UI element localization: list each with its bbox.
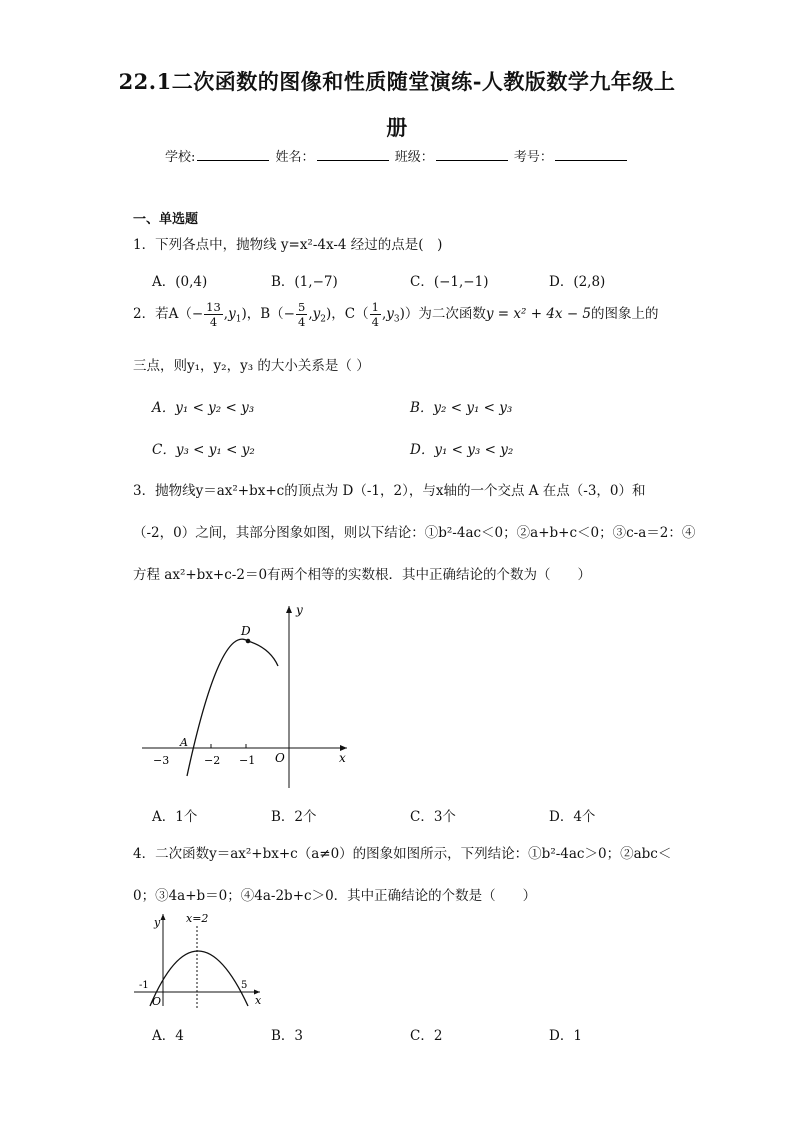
class-blank[interactable]: [436, 148, 508, 161]
fraction-c-num: 1: [371, 300, 379, 314]
q3-option-d[interactable]: D．4个: [549, 809, 596, 825]
q3-label-a: A: [180, 736, 188, 749]
title-line-2: 册: [386, 115, 408, 140]
q4-graph: [130, 908, 270, 1010]
q4-option-b[interactable]: B．3: [271, 1028, 304, 1044]
question-2-line-2: 三点，则y₁，y₂，y₃ 的大小关系是（ ）: [133, 358, 370, 374]
info-line: [165, 146, 629, 165]
q2-prefix: 2．若A（: [133, 306, 192, 322]
q3-label-d: D: [241, 624, 251, 638]
q2-suffix: ）为二次函数: [404, 306, 486, 322]
q1-option-a[interactable]: A．(0,4): [152, 274, 208, 290]
q3-label-x: x: [339, 751, 346, 765]
q2-option-d[interactable]: D．y₁ < y₃ < y₂: [410, 442, 514, 458]
q4-label-5: 5: [241, 980, 248, 991]
fraction-b-den: 4: [297, 315, 306, 329]
q4-option-a[interactable]: A．4: [152, 1028, 184, 1044]
q1-option-c[interactable]: C．(−1,−1): [410, 274, 489, 290]
fraction-b: [296, 300, 307, 329]
q2-end: 的图象上的: [591, 306, 659, 322]
fraction-c-den: 4: [371, 315, 379, 329]
fraction-a: [204, 300, 223, 329]
section-heading: 一、单选题: [133, 212, 199, 227]
q3-vertex-dot: [246, 639, 251, 644]
q3-option-b[interactable]: B．2个: [271, 809, 317, 825]
school-blank[interactable]: [197, 148, 269, 161]
q2-mid2: ，C（: [331, 306, 369, 322]
q2-option-a[interactable]: A．y₁ < y₂ < y₃: [152, 400, 255, 416]
q2-function: y = x² + 4x − 5: [485, 306, 592, 322]
q3-option-c[interactable]: C．3个: [410, 809, 456, 825]
q1-option-b[interactable]: B．(1,−7): [271, 274, 338, 290]
fraction-a-num: 13: [206, 300, 221, 314]
q2-option-c[interactable]: C．y₃ < y₁ < y₂: [152, 442, 255, 458]
question-2-line-1: 2．若A（− $\frac{13}{4}$ $,y_1$)，B（− $\frac{5}{4}$ $,y_2$)，C（ $\frac{1}{4}$ $,y_3$)）为二次函数y = x² + 4x − 5的图象上的: [133, 300, 659, 329]
q3-tick-neg1: −1: [239, 754, 256, 767]
q3-label-y: y: [296, 603, 303, 617]
q2-mid1: ，B（: [246, 306, 284, 322]
q4-label-o: O: [152, 995, 162, 1008]
fraction-b-num: 5: [297, 300, 306, 314]
q3-tick-neg3: −3: [153, 754, 170, 767]
question-4-line-1: 4．二次函数y＝ax²+bx+c（a≠0）的图象如图所示，下列结论：①b²-4ac＞0；②abc＜: [133, 846, 672, 862]
school-label: 学校:: [165, 150, 196, 165]
number-blank[interactable]: [555, 148, 627, 161]
question-4-line-2: 0；③4a+b＝0；④4a-2b+c＞0．其中正确结论的个数是（ ）: [133, 888, 537, 904]
title-line-1: 22.1二次函数的图像和性质随堂演练-人教版数学九年级上: [118, 69, 676, 94]
fraction-c: [370, 300, 381, 329]
class-label: 班级：: [394, 150, 434, 165]
q4-label-axis: x=2: [186, 912, 209, 925]
q3-label-o: O: [275, 751, 285, 765]
question-3-line-1: 3．抛物线y＝ax²+bx+c的顶点为 D（-1，2），与x轴的一个交点 A 在点（-3，0）和: [133, 483, 646, 499]
number-label: 考号：: [513, 150, 553, 165]
q1-option-d[interactable]: D．(2,8): [549, 274, 606, 290]
q4-label-y: y: [154, 916, 161, 929]
q4-label-neg1: -1: [139, 980, 149, 991]
q4-parabola: [150, 951, 248, 1006]
q2-option-b[interactable]: B．y₂ < y₁ < y₃: [410, 400, 513, 416]
q3-parabola: [187, 639, 278, 776]
q4-option-c[interactable]: C．2: [410, 1028, 443, 1044]
question-3-line-2: （-2，0）之间，其部分图象如图，则以下结论：①b²-4ac＜0；②a+b+c＜0；③c-a＝2：④: [133, 525, 696, 541]
q3-tick-neg2: −2: [204, 754, 221, 767]
question-3-line-3: 方程 ax²+bx+c-2＝0有两个相等的实数根．其中正确结论的个数为（ ）: [133, 567, 592, 583]
name-blank[interactable]: [317, 148, 389, 161]
fraction-a-den: 4: [209, 315, 218, 329]
q4-label-x: x: [255, 994, 262, 1007]
question-1: 1．下列各点中，抛物线 y=x²-4x-4 经过的点是( ): [133, 237, 443, 253]
q3-graph: [130, 598, 360, 793]
name-label: 姓名：: [275, 150, 315, 165]
q3-option-a[interactable]: A．1个: [152, 809, 198, 825]
q4-option-d[interactable]: D．1: [549, 1028, 582, 1044]
